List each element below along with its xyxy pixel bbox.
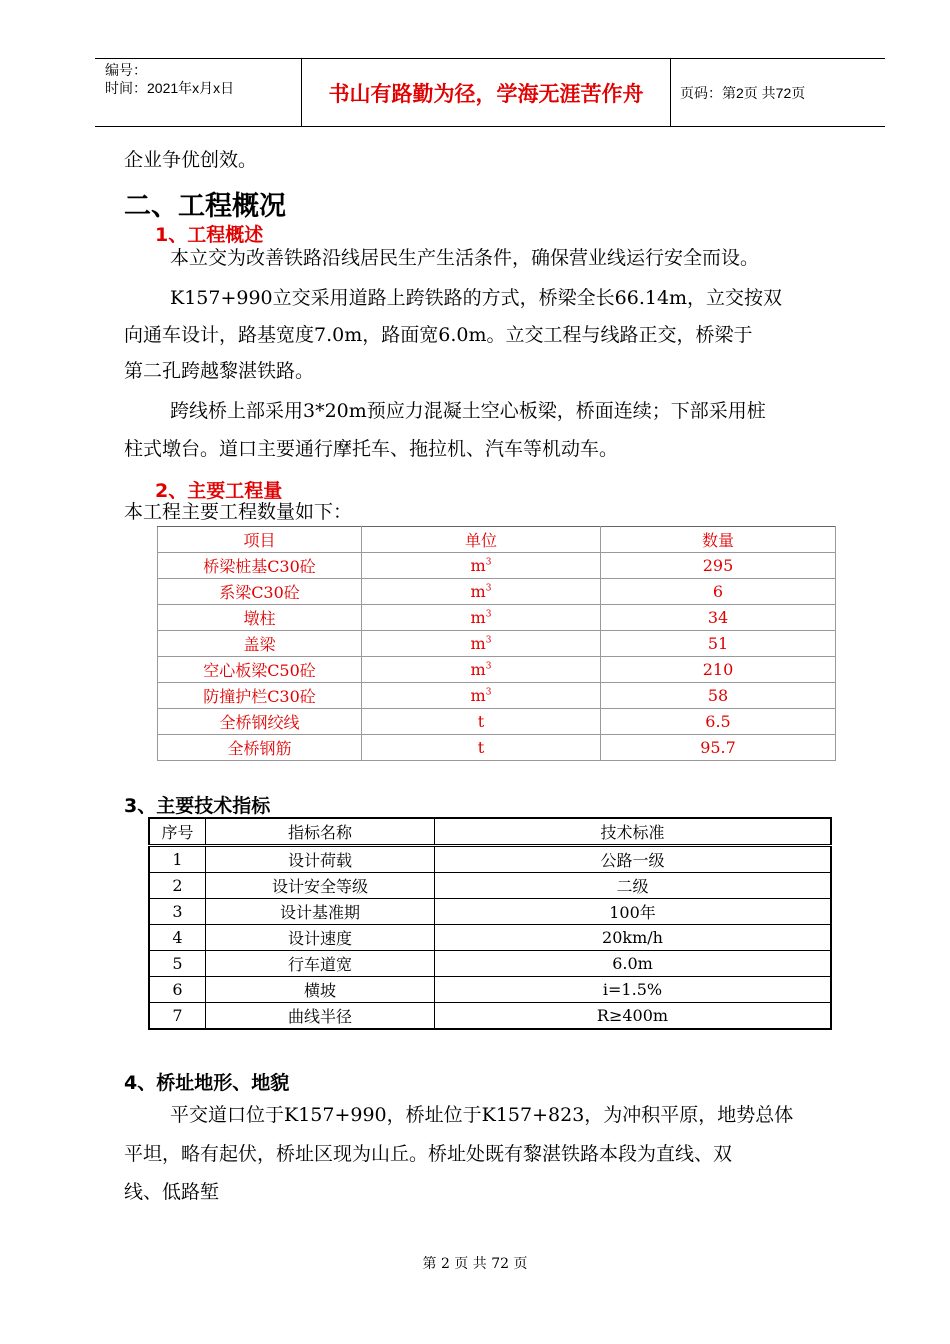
table-row	[158, 657, 836, 683]
paragraph-line: 柱式墩台。道口主要通行摩托车、拖拉机、汽车等机动车。	[124, 438, 619, 460]
header-meta	[105, 61, 295, 97]
unit-text: m	[470, 660, 486, 679]
table-cell: 曲线半径	[206, 1003, 435, 1030]
unit-superscript: 3	[485, 557, 492, 568]
table-row	[158, 683, 836, 709]
table-row	[158, 605, 836, 631]
paragraph-line: 平交道口位于K157+990，桥址位于K157+823，为冲积平原，地势总体	[170, 1104, 794, 1126]
table-cell: 盖梁	[158, 631, 362, 657]
table-row	[149, 846, 831, 873]
number-label: 编号：	[105, 62, 147, 78]
table-cell: t	[362, 735, 601, 761]
table-cell: 34	[601, 605, 836, 631]
table-cell: 二级	[435, 873, 832, 899]
unit-text: m	[470, 582, 486, 601]
paragraph-line: 跨线桥上部采用3*20m预应力混凝土空心板梁，桥面连续；下部采用桩	[170, 400, 766, 422]
table-cell: 设计安全等级	[206, 873, 435, 899]
table-cell: i=1.5%	[435, 977, 832, 1003]
table-cell: 行车道宽	[206, 951, 435, 977]
table-cell: 全桥钢筋	[158, 735, 362, 761]
table-cell: 95.7	[601, 735, 836, 761]
table-cell: 设计荷载	[206, 846, 435, 873]
table-row	[158, 579, 836, 605]
table-cell: t	[362, 709, 601, 735]
table-cell: 210	[601, 657, 836, 683]
unit-superscript: 3	[485, 609, 492, 620]
page-footer: 第 2 页 共 72 页	[422, 1256, 528, 1272]
subsection-title: 4、桥址地形、地貌	[124, 1072, 290, 1094]
table-cell: 设计基准期	[206, 899, 435, 925]
table-cell	[362, 631, 601, 657]
table-intro: 本工程主要工程数量如下：	[124, 501, 353, 523]
unit-superscript: 3	[485, 635, 492, 646]
table-cell: 6.5	[601, 709, 836, 735]
tech-spec-table	[148, 817, 832, 1030]
subsection-title: 3、主要技术指标	[124, 795, 271, 817]
time-label: 时间：2021年x月x日	[105, 80, 235, 96]
table-cell: 4	[149, 925, 206, 951]
table-cell: 公路一级	[435, 846, 832, 873]
table-cell: 51	[601, 631, 836, 657]
paragraph-line: 企业争优创效。	[124, 149, 258, 171]
paragraph-line: 第二孔跨越黎湛铁路。	[124, 360, 315, 382]
table-cell	[362, 579, 601, 605]
table-row	[149, 951, 831, 977]
table-cell	[362, 657, 601, 683]
table-cell: 20km/h	[435, 925, 832, 951]
table-cell: 3	[149, 899, 206, 925]
table-cell: 7	[149, 1003, 206, 1030]
table-cell: R≥400m	[435, 1003, 832, 1030]
table-cell: 空心板梁C50砼	[158, 657, 362, 683]
table-cell: 桥梁桩基C30砼	[158, 553, 362, 579]
table-row	[149, 1003, 831, 1030]
table-cell	[362, 553, 601, 579]
table-header-cell: 技术标准	[435, 818, 832, 846]
table-row	[149, 873, 831, 899]
paragraph-line: 线、低路堑	[124, 1181, 220, 1203]
table-cell: 295	[601, 553, 836, 579]
unit-superscript: 3	[485, 583, 492, 594]
page-header	[95, 58, 885, 127]
table-row	[149, 925, 831, 951]
table-row	[149, 977, 831, 1003]
table-cell: 设计速度	[206, 925, 435, 951]
table-cell	[362, 605, 601, 631]
paragraph-line: 平坦，略有起伏，桥址区现为山丘。桥址处既有黎湛铁路本段为直线、双	[124, 1143, 733, 1165]
table-cell: 墩柱	[158, 605, 362, 631]
table-cell: 58	[601, 683, 836, 709]
unit-text: m	[470, 608, 486, 627]
unit-text: m	[470, 556, 486, 575]
table-cell: 1	[149, 846, 206, 873]
table-cell: 2	[149, 873, 206, 899]
paragraph-line: 向通车设计，路基宽度7.0m，路面宽6.0m。立交工程与线路正交，桥梁于	[124, 324, 753, 346]
paragraph-line: K157+990立交采用道路上跨铁路的方式，桥梁全长66.14m，立交按双	[170, 287, 783, 309]
table-cell	[362, 683, 601, 709]
subsection-title: 1、工程概述	[155, 224, 264, 246]
table-row	[158, 735, 836, 761]
table-row	[158, 709, 836, 735]
table-header-cell: 指标名称	[206, 818, 435, 846]
quantity-table	[157, 526, 836, 761]
table-cell: 防撞护栏C30砼	[158, 683, 362, 709]
header-divider	[670, 59, 671, 126]
subsection-title: 2、主要工程量	[155, 480, 283, 502]
table-cell: 全桥钢绞线	[158, 709, 362, 735]
table-header-row	[149, 818, 831, 846]
table-cell: 系梁C30砼	[158, 579, 362, 605]
table-cell: 100年	[435, 899, 832, 925]
table-header-cell: 单位	[362, 527, 601, 553]
table-header-cell: 数量	[601, 527, 836, 553]
table-row	[149, 899, 831, 925]
table-cell: 6.0m	[435, 951, 832, 977]
table-header-row	[158, 527, 836, 553]
table-cell: 横坡	[206, 977, 435, 1003]
unit-text: m	[470, 634, 486, 653]
table-cell: 5	[149, 951, 206, 977]
table-row	[158, 553, 836, 579]
section-title: 二、工程概况	[124, 191, 286, 222]
table-header-cell: 序号	[149, 818, 206, 846]
unit-text: m	[470, 686, 486, 705]
unit-superscript: 3	[485, 661, 492, 672]
table-row	[158, 631, 836, 657]
paragraph-line: 本立交为改善铁路沿线居民生产生活条件，确保营业线运行安全而设。	[170, 247, 760, 269]
header-motto: 书山有路勤为径，学海无涯苦作舟	[328, 81, 644, 106]
unit-superscript: 3	[485, 687, 492, 698]
table-cell: 6	[601, 579, 836, 605]
header-page-code: 页码：第2页 共72页	[680, 84, 806, 101]
table-cell: 6	[149, 977, 206, 1003]
table-header-cell: 项目	[158, 527, 362, 553]
